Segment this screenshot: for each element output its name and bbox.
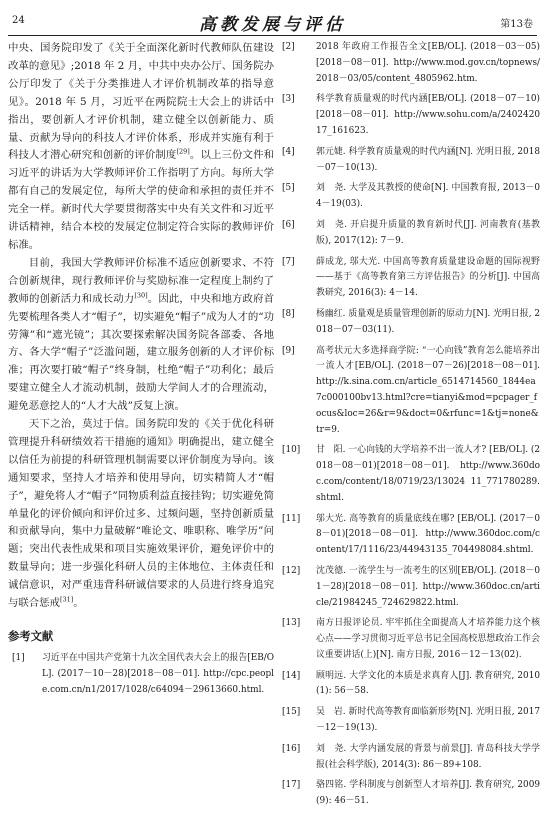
reference-number: [11] xyxy=(282,513,301,524)
reference-text: 高考状元大多选择商学院: “一心向钱”教育怎么能培养出一流人才[EB/OL]. (2018－07－26)[2018－08－01]. http://k.sina.com.cn/article_6514714560_1844ea7c000100bv13.html?cre=tianyi&mod=pcpager_focus&loc=26&r=9&doct=0&rfunc=1&tj=none&tr=9. xyxy=(316,345,540,435)
reference-number: [1] xyxy=(12,653,25,663)
reference-text: 甘 阳. 一心向钱的大学培养不出一流人才? [EB/OL]. (2018－08－01)[2018－08－01]. http://www.360doc.com/content/18/0719/23/13024 11_771780289.shtml. xyxy=(316,445,540,503)
reference-item xyxy=(282,344,540,439)
reference-text: 南方日报评论员. 牢牢抓住全面提高人才培养能力这个核心点——学习贯彻习近平总书记全国高校思想政治工作会议重要讲话(上)[N]. 南方日报, 2016－12－13(02). xyxy=(316,618,540,660)
reference-item xyxy=(282,145,540,177)
reference-item xyxy=(282,742,540,774)
reference-number: [7] xyxy=(282,256,295,267)
reference-text: 薛成龙, 邬大光. 中国高等教育质量建设命题的国际视野——基于《高等教育第三方评估报告》的分析[J]. 中国高教研究, 2016(3): 4－14. xyxy=(316,256,540,299)
reference-number: [14] xyxy=(282,670,301,681)
citation: [31] xyxy=(59,595,74,604)
reference-number: [8] xyxy=(282,308,295,319)
reference-item xyxy=(282,181,540,213)
body-paragraph: 天下之治，莫过于信。国务院印发的《关于优化科研管理提升科研绩效若干措施的通知》明确提出，建立健全以信任为前提的科研管理机制需要以评价制度为导向。该通知要求，坚持人才培养和使用导向，切实精简人才“帽子”，避免将人才“帽子”同物质利益直接挂钩；切实避免简单量化的评价倾向和评价过多、过频问题，坚持创新质量和贡献导向，集中力量破解“唯论文、唯职称、唯学历”问题；突出代表性成果和项目实施效果评价，避免评价中的数量导向；进一步强化科研人员的主体地位、主体责任和诚信意识，对严重违背科研诚信要求的人员进行终身追究与联合惩戒[31]。 xyxy=(8,418,274,610)
page-header xyxy=(8,8,537,36)
reference-text: 骆四铭. 学科制度与创新型人才培养[J]. 教育研究, 2009(9): 46－51. xyxy=(316,780,540,807)
reference-text: 沈茂德. 一流学生与一流考生的区别[EB/OL]. (2018－01－28)[2018－08－01]. http://www.360doc.cn/article/21984245_724629822.html. xyxy=(316,565,540,608)
reference-number: [2] xyxy=(282,42,295,52)
reference-text: 刘 尧. 开启提升质量的教育新时代[J]. 河南教育(基教版), 2017(12): 7－9. xyxy=(316,219,540,246)
reference-item xyxy=(282,616,540,663)
reference-text: 刘 尧. 大学内涵发展的背景与前景[J]. 青岛科技大学学报(社会科学版), 2014(3): 86－89+108. xyxy=(316,743,540,770)
reference-text: 刘 尧. 大学及其教授的使命[N]. 中国教育报, 2013－04－19(03). xyxy=(316,183,540,210)
reference-text: 吴 岩. 新时代高等教育面临新形势[N]. 光明日报, 2017－12－19(13). xyxy=(316,707,540,734)
reference-item xyxy=(8,651,274,698)
reference-item xyxy=(282,307,540,339)
reference-number: [15] xyxy=(282,707,301,718)
body-paragraph: 目前，我国大学教师评价标准不适应创新要求、不符合创新规律，现行教师评价与奖励标准一定程度上制约了教师的创新活力和成长动力[30]。因此，中央和地方政府首先要梳理各类人才“帽子”，切实避免“帽子”成为人才的“功劳簿”和“遮光镜”；其次要探索解决国务院各部委、各地方、各大学“帽子”泛滥问题，建立服务创新的人才评价标准；再次要打破“帽子”终身制，杜绝“帽子”功利化；最后要建立健全人才流动机制，鼓励大学间人才的合理流动，避免恶意挖人的“人才大战”反复上演。 xyxy=(8,256,274,413)
reference-number: [9] xyxy=(282,345,295,356)
reference-number: [10] xyxy=(282,445,301,456)
reference-item xyxy=(282,669,540,701)
reference-number: [4] xyxy=(282,146,295,157)
reference-item xyxy=(282,778,540,810)
reference-number: [13] xyxy=(282,618,301,629)
reference-text: 2018 年政府工作报告全文[EB/OL]. (2018－03－05)[2018－08－01]. http://www.mod.gov.cn/topnews/2018－03/05/content_4805962.htm. xyxy=(316,42,540,84)
reference-text: 郭元婕. 科学教育质量观的时代内涵[N]. 光明日报, 2018－07－10(13). xyxy=(316,146,540,173)
reference-number: [16] xyxy=(282,743,301,754)
reference-item xyxy=(282,512,540,559)
reference-number: [3] xyxy=(282,94,295,105)
left-column xyxy=(8,40,274,698)
reference-list xyxy=(282,40,540,815)
references-heading: 参考文献 xyxy=(8,630,54,643)
reference-text: 杨幽红. 质量观是质量管理创新的原动力[N]. 光明日报, 2018－07－03(11). xyxy=(316,308,540,335)
reference-text: 邬大光. 高等教育的质量底线在哪? [EB/OL]. (2017－08－01)[2018－08－01]. http://www.360doc.com/content/17/1116/23/44943135_704498084.shtml. xyxy=(316,513,540,556)
citation: [29] xyxy=(176,147,190,156)
body-paragraph: 中央、国务院印发了《关于全面深化新时代教师队伍建设改革的意见》;2018 年 2 月，中共中央办公厅、国务院办公厅印发了《关于分类推进人才评价机制改革的指导意见》。2018 年 5 月，习近平在两院院士大会上的讲话中指出，要创新人才评价机制，建立健全以创新能力、质量、贡献为导向的科技人才评价体系，形成并实施有利于科技人才潜心研究和创新的评价制度[29]。以上三份文件和习近平的讲话为大学教师评价工作指明了方向。每所大学都有自己的发展定位，每所大学的使命和承担的责任并不完全一样。新时代大学要贯彻落实中央有关文件和习近平讲话精神，结合本校的发展定位制定符合实际的教师评价标准。 xyxy=(8,42,274,251)
reference-text: 顾明远. 大学文化的本质是求真育人[J]. 教育研究, 2010(1): 56－58. xyxy=(316,670,540,697)
reference-item xyxy=(282,218,540,250)
reference-number: [5] xyxy=(282,183,295,194)
reference-text: 习近平在中国共产党第十九次全国代表大会上的报告[EB/OL]. (2017－10－28)[2018－08－01]. http://cpc.people.com.cn/n1/2017/1028/c64094－29613660.html. xyxy=(42,653,274,695)
page-number: 24 xyxy=(12,15,25,26)
reference-item xyxy=(282,705,540,737)
reference-item xyxy=(282,40,540,87)
journal-title: 高教发展与评估 xyxy=(199,15,346,35)
reference-text: 科学教育质量观的时代内涵[EB/OL]. (2018－07－10)[2018－08－01]. http://www.sohu.com/a/240242017_161623. xyxy=(316,94,540,136)
reference-item xyxy=(282,92,540,139)
citation: [30] xyxy=(134,291,148,300)
reference-number: [6] xyxy=(282,219,295,230)
reference-item xyxy=(282,564,540,611)
reference-number: [17] xyxy=(282,780,301,791)
reference-item xyxy=(282,443,540,506)
reference-number: [12] xyxy=(282,565,301,576)
reference-item xyxy=(282,255,540,302)
volume-label: 第13卷 xyxy=(500,19,533,30)
